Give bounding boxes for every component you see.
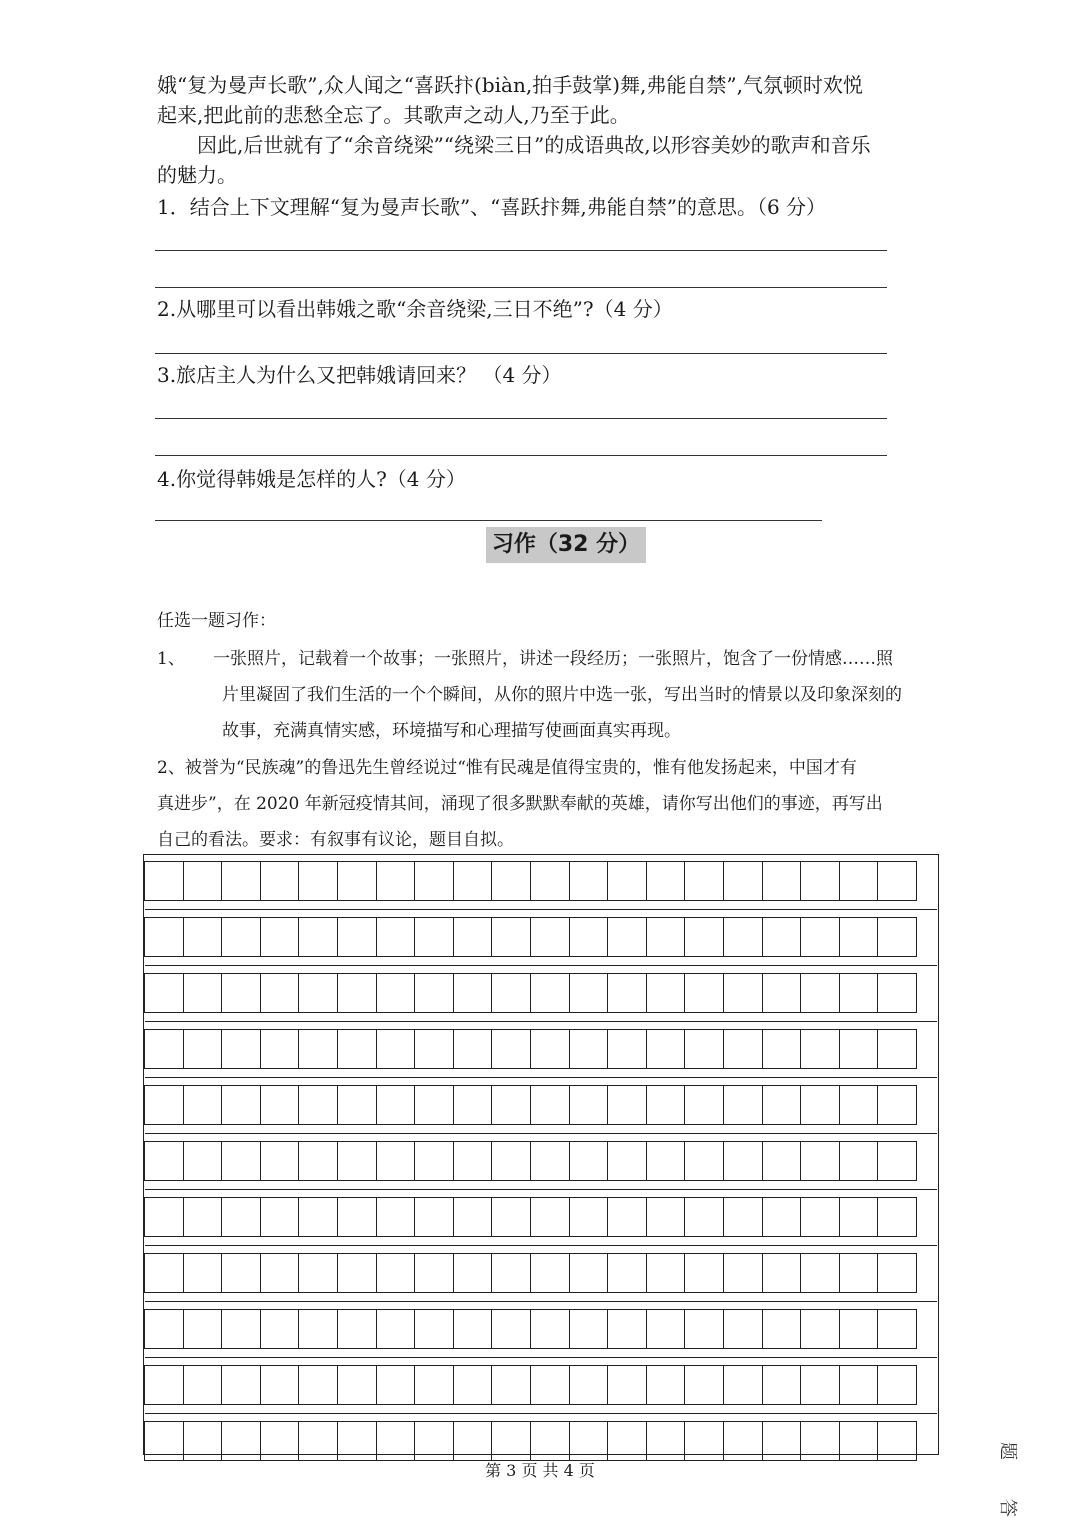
grid-cell[interactable]: [762, 861, 802, 901]
grid-cell[interactable]: [221, 1309, 261, 1349]
topic-1-number: 1、: [157, 649, 185, 669]
grid-cell[interactable]: [337, 1365, 377, 1405]
grid-row: [144, 861, 938, 901]
grid-cell[interactable]: [530, 1141, 570, 1181]
grid-cell[interactable]: [607, 1085, 647, 1125]
grid-cell[interactable]: [221, 1141, 261, 1181]
question-1: 1．结合上下文理解“复为曼声长歌”、“喜跃抃舞,弗能自禁”的意思。（6 分）: [157, 195, 827, 219]
grid-cell[interactable]: [530, 1029, 570, 1069]
grid-row: [144, 1085, 938, 1125]
grid-cell[interactable]: [298, 1197, 338, 1237]
grid-cell[interactable]: [607, 1197, 647, 1237]
grid-cell[interactable]: [569, 1029, 609, 1069]
grid-cell[interactable]: [723, 861, 763, 901]
answer-line[interactable]: [155, 455, 887, 456]
grid-cell[interactable]: [684, 1309, 724, 1349]
grid-cell[interactable]: [491, 973, 531, 1013]
grid-row: [144, 1029, 938, 1069]
grid-cell[interactable]: [337, 1421, 377, 1461]
grid-cell[interactable]: [221, 1365, 261, 1405]
grid-cell[interactable]: [877, 1253, 917, 1293]
instruction: 任选一题习作：: [157, 611, 276, 631]
grid-cell[interactable]: [376, 917, 416, 957]
grid-cell[interactable]: [607, 973, 647, 1013]
grid-cell[interactable]: [800, 973, 840, 1013]
grid-cell[interactable]: [337, 1253, 377, 1293]
grid-row: [144, 1253, 938, 1293]
grid-cell[interactable]: [723, 1253, 763, 1293]
grid-cell[interactable]: [607, 1309, 647, 1349]
grid-cell[interactable]: [684, 973, 724, 1013]
grid-row: [144, 1421, 938, 1461]
grid-cell[interactable]: [414, 1197, 454, 1237]
grid-cell[interactable]: [453, 973, 493, 1013]
grid-cell[interactable]: [491, 1365, 531, 1405]
grid-separator: [145, 909, 937, 910]
grid-cell[interactable]: [453, 1197, 493, 1237]
grid-cell[interactable]: [877, 1365, 917, 1405]
grid-cell[interactable]: [414, 861, 454, 901]
grid-cell[interactable]: [183, 1309, 223, 1349]
grid-cell[interactable]: [298, 973, 338, 1013]
grid-cell[interactable]: [646, 1421, 686, 1461]
grid-cell[interactable]: [646, 1253, 686, 1293]
grid-cell[interactable]: [877, 1197, 917, 1237]
topic-1-text: 片里凝固了我们生活的一个个瞬间，从你的照片中选一张，写出当时的情景以及印象深刻的: [222, 685, 902, 705]
answer-line[interactable]: [155, 287, 887, 288]
grid-cell[interactable]: [221, 1253, 261, 1293]
grid-cell[interactable]: [569, 861, 609, 901]
grid-cell[interactable]: [607, 1029, 647, 1069]
grid-cell[interactable]: [453, 1253, 493, 1293]
grid-cell[interactable]: [376, 973, 416, 1013]
grid-cell[interactable]: [260, 917, 300, 957]
side-mark: 答: [997, 1499, 1018, 1517]
grid-cell[interactable]: [337, 1029, 377, 1069]
grid-cell[interactable]: [337, 973, 377, 1013]
side-mark: 题: [997, 1442, 1018, 1460]
grid-cell[interactable]: [684, 1085, 724, 1125]
grid-cell[interactable]: [260, 1197, 300, 1237]
grid-cell[interactable]: [376, 1421, 416, 1461]
grid-cell[interactable]: [221, 1085, 261, 1125]
grid-cell[interactable]: [646, 1197, 686, 1237]
grid-cell[interactable]: [723, 1365, 763, 1405]
grid-cell[interactable]: [800, 1253, 840, 1293]
grid-cell[interactable]: [839, 973, 879, 1013]
grid-cell[interactable]: [414, 1309, 454, 1349]
grid-cell[interactable]: [183, 973, 223, 1013]
grid-separator: [145, 1189, 937, 1190]
grid-row: [144, 917, 938, 957]
grid-separator: [145, 1301, 937, 1302]
grid-cell[interactable]: [337, 1141, 377, 1181]
grid-cell[interactable]: [800, 1085, 840, 1125]
grid-cell[interactable]: [684, 1197, 724, 1237]
grid-cell[interactable]: [376, 1365, 416, 1405]
grid-cell[interactable]: [877, 973, 917, 1013]
grid-cell[interactable]: [453, 1141, 493, 1181]
grid-cell[interactable]: [183, 1365, 223, 1405]
grid-cell[interactable]: [723, 1141, 763, 1181]
answer-line[interactable]: [155, 353, 887, 354]
grid-cell[interactable]: [144, 1421, 184, 1461]
grid-cell[interactable]: [684, 1029, 724, 1069]
grid-separator: [145, 1077, 937, 1078]
grid-row: [144, 973, 938, 1013]
grid-cell[interactable]: [800, 1365, 840, 1405]
grid-cell[interactable]: [453, 1365, 493, 1405]
page-footer: 第 3 页 共 4 页: [485, 1461, 595, 1480]
grid-cell[interactable]: [144, 1309, 184, 1349]
grid-cell[interactable]: [684, 1253, 724, 1293]
answer-line[interactable]: [155, 520, 822, 521]
grid-cell[interactable]: [530, 1197, 570, 1237]
grid-cell[interactable]: [376, 1141, 416, 1181]
grid-row: [144, 1309, 938, 1349]
grid-cell[interactable]: [762, 1141, 802, 1181]
grid-cell[interactable]: [607, 861, 647, 901]
grid-cell[interactable]: [723, 1085, 763, 1125]
grid-cell[interactable]: [414, 1029, 454, 1069]
grid-cell[interactable]: [491, 917, 531, 957]
grid-cell[interactable]: [260, 1085, 300, 1125]
grid-cell[interactable]: [337, 917, 377, 957]
grid-cell[interactable]: [607, 1365, 647, 1405]
grid-cell[interactable]: [839, 861, 879, 901]
grid-cell[interactable]: [839, 1029, 879, 1069]
grid-cell[interactable]: [298, 1421, 338, 1461]
grid-cell[interactable]: [144, 917, 184, 957]
grid-cell[interactable]: [762, 917, 802, 957]
grid-cell[interactable]: [646, 1085, 686, 1125]
grid-cell[interactable]: [877, 1141, 917, 1181]
grid-cell[interactable]: [800, 861, 840, 901]
grid-row: [144, 1141, 938, 1181]
answer-line[interactable]: [155, 250, 887, 251]
grid-cell[interactable]: [723, 917, 763, 957]
grid-cell[interactable]: [337, 1309, 377, 1349]
grid-cell[interactable]: [183, 1141, 223, 1181]
grid-cell[interactable]: [183, 917, 223, 957]
grid-cell[interactable]: [491, 861, 531, 901]
grid-cell[interactable]: [337, 1197, 377, 1237]
question-4: 4.你觉得韩娥是怎样的人?（4 分）: [157, 467, 466, 491]
grid-cell[interactable]: [646, 1365, 686, 1405]
grid-cell[interactable]: [144, 1197, 184, 1237]
grid-cell[interactable]: [569, 1141, 609, 1181]
grid-cell[interactable]: [646, 1141, 686, 1181]
grid-cell[interactable]: [414, 1085, 454, 1125]
grid-cell[interactable]: [491, 1141, 531, 1181]
passage-line: 起来,把此前的悲愁全忘了。其歌声之动人,乃至于此。: [157, 103, 630, 127]
grid-cell[interactable]: [800, 1421, 840, 1461]
grid-cell[interactable]: [839, 1085, 879, 1125]
grid-cell[interactable]: [414, 973, 454, 1013]
grid-cell[interactable]: [684, 917, 724, 957]
grid-cell[interactable]: [530, 973, 570, 1013]
grid-cell[interactable]: [298, 1309, 338, 1349]
grid-cell[interactable]: [762, 1085, 802, 1125]
grid-cell[interactable]: [260, 1141, 300, 1181]
grid-cell[interactable]: [376, 861, 416, 901]
grid-cell[interactable]: [723, 1309, 763, 1349]
answer-line[interactable]: [155, 418, 887, 419]
grid-cell[interactable]: [684, 1141, 724, 1181]
grid-cell[interactable]: [607, 917, 647, 957]
grid-cell[interactable]: [453, 917, 493, 957]
grid-cell[interactable]: [800, 1309, 840, 1349]
grid-cell[interactable]: [877, 861, 917, 901]
grid-cell[interactable]: [298, 1141, 338, 1181]
grid-cell[interactable]: [221, 1029, 261, 1069]
topic-2-text: 自己的看法。要求：有叙事有议论，题目自拟。: [157, 830, 514, 850]
grid-cell[interactable]: [800, 1197, 840, 1237]
grid-cell[interactable]: [453, 861, 493, 901]
grid-cell[interactable]: [800, 1029, 840, 1069]
grid-cell[interactable]: [530, 1309, 570, 1349]
grid-cell[interactable]: [491, 1309, 531, 1349]
grid-cell[interactable]: [260, 1365, 300, 1405]
grid-cell[interactable]: [298, 917, 338, 957]
grid-cell[interactable]: [221, 1421, 261, 1461]
grid-cell[interactable]: [453, 1029, 493, 1069]
grid-separator: [145, 1021, 937, 1022]
grid-cell[interactable]: [877, 917, 917, 957]
grid-cell[interactable]: [376, 1309, 416, 1349]
grid-cell[interactable]: [144, 1029, 184, 1069]
grid-cell[interactable]: [839, 1309, 879, 1349]
grid-cell[interactable]: [569, 1085, 609, 1125]
grid-cell[interactable]: [569, 1309, 609, 1349]
grid-cell[interactable]: [607, 1253, 647, 1293]
grid-cell[interactable]: [453, 1309, 493, 1349]
question-2: 2.从哪里可以看出韩娥之歌“余音绕梁,三日不绝”?（4 分）: [157, 297, 673, 321]
grid-cell[interactable]: [762, 1197, 802, 1237]
grid-cell[interactable]: [646, 1309, 686, 1349]
grid-cell[interactable]: [839, 1365, 879, 1405]
grid-cell[interactable]: [646, 1029, 686, 1069]
grid-cell[interactable]: [723, 1197, 763, 1237]
grid-cell[interactable]: [491, 1197, 531, 1237]
grid-cell[interactable]: [183, 861, 223, 901]
grid-cell[interactable]: [144, 861, 184, 901]
grid-cell[interactable]: [144, 1365, 184, 1405]
grid-cell[interactable]: [183, 1421, 223, 1461]
grid-cell[interactable]: [530, 1421, 570, 1461]
grid-cell[interactable]: [491, 1029, 531, 1069]
grid-cell[interactable]: [298, 1029, 338, 1069]
grid-cell[interactable]: [877, 1309, 917, 1349]
grid-cell[interactable]: [260, 861, 300, 901]
topic-1-text: 一张照片，记载着一个故事；一张照片，讲述一段经历；一张照片，饱含了一份情感……照: [213, 649, 893, 669]
grid-cell[interactable]: [530, 1365, 570, 1405]
grid-cell[interactable]: [298, 861, 338, 901]
grid-cell[interactable]: [144, 1141, 184, 1181]
grid-cell[interactable]: [530, 917, 570, 957]
grid-cell[interactable]: [839, 917, 879, 957]
grid-cell[interactable]: [144, 973, 184, 1013]
grid-cell[interactable]: [260, 1309, 300, 1349]
question-3: 3.旅店主人为什么又把韩娥请回来？ （4 分）: [157, 363, 562, 387]
grid-cell[interactable]: [800, 917, 840, 957]
grid-cell[interactable]: [376, 1029, 416, 1069]
grid-cell[interactable]: [762, 1253, 802, 1293]
grid-cell[interactable]: [183, 1029, 223, 1069]
grid-cell[interactable]: [723, 1029, 763, 1069]
grid-cell[interactable]: [221, 861, 261, 901]
grid-cell[interactable]: [183, 1253, 223, 1293]
grid-cell[interactable]: [530, 861, 570, 901]
grid-cell[interactable]: [839, 1253, 879, 1293]
grid-cell[interactable]: [414, 1365, 454, 1405]
grid-cell[interactable]: [530, 1085, 570, 1125]
grid-cell[interactable]: [569, 1421, 609, 1461]
grid-cell[interactable]: [762, 1365, 802, 1405]
grid-cell[interactable]: [453, 1085, 493, 1125]
grid-cell[interactable]: [684, 1365, 724, 1405]
grid-cell[interactable]: [260, 1421, 300, 1461]
grid-separator: [145, 965, 937, 966]
grid-cell[interactable]: [491, 1085, 531, 1125]
grid-cell[interactable]: [569, 1197, 609, 1237]
topic-2-text: 2、被誉为“民族魂”的鲁迅先生曾经说过“惟有民魂是值得宝贵的，惟有他发扬起来，中国才有: [157, 758, 857, 778]
topic-1-text: 故事，充满真情实感，环境描写和心理描写使画面真实再现。: [222, 721, 681, 741]
grid-cell[interactable]: [839, 1197, 879, 1237]
grid-cell[interactable]: [607, 1421, 647, 1461]
grid-row: [144, 1365, 938, 1405]
grid-cell[interactable]: [221, 917, 261, 957]
passage-line: 的魅力。: [157, 163, 237, 187]
grid-cell[interactable]: [723, 973, 763, 1013]
grid-cell[interactable]: [260, 973, 300, 1013]
grid-cell[interactable]: [414, 1253, 454, 1293]
grid-cell[interactable]: [569, 973, 609, 1013]
grid-cell[interactable]: [337, 861, 377, 901]
grid-cell[interactable]: [183, 1085, 223, 1125]
grid-cell[interactable]: [646, 917, 686, 957]
grid-cell[interactable]: [723, 1421, 763, 1461]
passage-line: 因此,后世就有了“余音绕梁”“绕梁三日”的成语典故,以形容美妙的歌声和音乐: [157, 133, 871, 157]
grid-cell[interactable]: [607, 1141, 647, 1181]
grid-row: [144, 1197, 938, 1237]
writing-grid[interactable]: [143, 854, 939, 1455]
grid-cell[interactable]: [376, 1085, 416, 1125]
grid-cell[interactable]: [684, 861, 724, 901]
grid-cell[interactable]: [800, 1141, 840, 1181]
grid-cell[interactable]: [762, 1421, 802, 1461]
grid-cell[interactable]: [762, 1309, 802, 1349]
grid-separator: [145, 1245, 937, 1246]
grid-cell[interactable]: [569, 1365, 609, 1405]
passage-line: 娥“复为曼声长歌”,众人闻之“喜跃抃(biàn,拍手鼓掌)舞,弗能自禁”,气氛顿时欢悦: [157, 73, 863, 97]
grid-cell[interactable]: [298, 1253, 338, 1293]
grid-cell[interactable]: [260, 1029, 300, 1069]
grid-cell[interactable]: [183, 1197, 223, 1237]
grid-cell[interactable]: [646, 973, 686, 1013]
grid-cell[interactable]: [646, 861, 686, 901]
section-title: 习作（32 分）: [486, 527, 646, 563]
grid-cell[interactable]: [298, 1085, 338, 1125]
grid-cell[interactable]: [260, 1253, 300, 1293]
grid-cell[interactable]: [877, 1421, 917, 1461]
grid-cell[interactable]: [221, 973, 261, 1013]
grid-cell[interactable]: [414, 917, 454, 957]
grid-separator: [145, 1413, 937, 1414]
grid-cell[interactable]: [684, 1421, 724, 1461]
grid-cell[interactable]: [839, 1141, 879, 1181]
grid-cell[interactable]: [221, 1197, 261, 1237]
grid-cell[interactable]: [877, 1085, 917, 1125]
grid-cell[interactable]: [376, 1197, 416, 1237]
grid-cell[interactable]: [877, 1029, 917, 1069]
grid-separator: [145, 1133, 937, 1134]
grid-cell[interactable]: [491, 1421, 531, 1461]
grid-cell[interactable]: [144, 1253, 184, 1293]
grid-cell[interactable]: [839, 1421, 879, 1461]
grid-cell[interactable]: [762, 1029, 802, 1069]
grid-cell[interactable]: [414, 1421, 454, 1461]
grid-cell[interactable]: [414, 1141, 454, 1181]
grid-cell[interactable]: [530, 1253, 570, 1293]
grid-cell[interactable]: [569, 1253, 609, 1293]
grid-cell[interactable]: [298, 1365, 338, 1405]
grid-cell[interactable]: [337, 1085, 377, 1125]
grid-cell[interactable]: [144, 1085, 184, 1125]
grid-separator: [145, 1357, 937, 1358]
topic-2-text: 真进步”，在 2020 年新冠疫情其间，涌现了很多默默奉献的英雄，请你写出他们的事迹，再写出: [157, 794, 883, 814]
grid-cell[interactable]: [491, 1253, 531, 1293]
grid-cell[interactable]: [376, 1253, 416, 1293]
grid-cell[interactable]: [762, 973, 802, 1013]
grid-cell[interactable]: [453, 1421, 493, 1461]
grid-cell[interactable]: [569, 917, 609, 957]
